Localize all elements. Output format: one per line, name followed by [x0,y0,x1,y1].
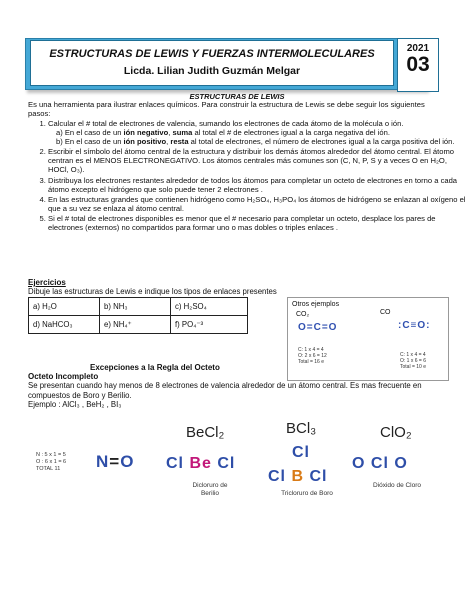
bcl3-lewis-structure: Cl B Cl [268,468,328,485]
step-5: 5. Si el # total de electrones disponibles es menor que el # necesario para completar un octeto, desplace los pares de electrones (externos) no compartidos para formar uno o mas dobles o triples enlaces . [48,214,468,232]
bcl3-top-chlorine: Cl [292,444,310,461]
co2-label: CO₂ [296,311,310,318]
step-1-text: Calcular el # total de electrones de valencia, sumando los electrones de cada átomo de la molécula o ión. [48,119,404,128]
bcl3-caption: Tricloruro de Boro [281,490,333,497]
document-number: 03 [406,53,430,76]
author-name: Licda. Lilian Judith Guzmán Melgar [123,65,301,77]
document-title: ESTRUCTURAS DE LEWIS Y FUERZAS INTERMOLECULARES [49,48,375,60]
becl2-formula: BeCl₂ [186,424,225,441]
no-electron-count: N : 5 x 1 = 5 O : 6 x 1 = 6 TOTAL 11 [36,452,67,472]
incomplete-octet-heading: Octeto Incompleto [28,372,99,381]
exercises-table [28,297,248,334]
becl2-caption: Dicloruro de Berilio [192,482,228,497]
exercise-cell: b) NH₃ [100,298,171,316]
intro-paragraph: Es una herramienta para ilustrar enlaces químicos. Para construir la estructura de Lewis se debe seguir los siguientes pasos: [28,100,425,118]
exercises-instructions: Dibuje las estructuras de Lewis e indique los tipos de enlaces presentes [28,287,277,296]
clo2-caption: Dióxido de Cloro [372,482,422,489]
exercises-heading: Ejercicios [28,278,66,287]
header-box [30,40,394,86]
step-3: 3. Distribuya los electrones restantes alrededor de todos los átomos para completar un octeto de electrones en torno a cada átomo excepto el hidrógeno que solo puede tener 2 electrones . [48,176,468,194]
co-electron-count: C: 1 x 4 = 4 O: 1 x 6 = 6 Total = 10 e [400,352,426,370]
other-examples-box [287,297,449,381]
co-label: CO [380,309,391,316]
exercise-cell: d) NaHCO₃ [29,316,100,334]
co2-lewis-structure: O=C=O [298,322,338,333]
year-label: 2021 [406,43,430,54]
clo2-formula: ClO₂ [380,424,412,441]
co2-electron-count: C: 1 x 4 = 4 O: 2 x 6 = 12 Total = 16 e [298,347,327,365]
section-title: ESTRUCTURAS DE LEWIS [189,92,285,101]
clo2-lewis-structure: O Cl O [352,455,408,472]
becl2-lewis-structure: Cl Be Cl [166,455,236,472]
exercise-cell: e) NH₄⁺ [100,316,171,334]
incomplete-octet-text: Se presentan cuando hay menos de 8 electrones de valencia alrededor de un átomo central. Es mas frecuente en compuestos de Boro y Berilio. Ejemplo : AlCl₃ , BeH₂ , BI₃ [28,381,422,409]
exercise-cell: c) H₂SO₄ [171,298,248,316]
step-2: 2. Escribir el símbolo del átomo central de la estructura y distribuir los demás átomos alrededor del átomo central. El átomo centran es el MENOS ELECTRONEGATIVO. Los átomos centrales más comunes son (C, N, P, S y a veces O en H₂O, HOCl, O₃). [48,147,468,174]
steps-list [28,119,468,233]
other-examples-title: Otros ejemplos [292,301,340,308]
exercise-cell: a) H₂O [29,298,100,316]
step-1 [48,119,468,146]
no-lewis-structure: N=O [96,452,135,471]
co-lewis-structure: :C≡O: [398,320,431,331]
exercise-cell: f) PO₄⁻³ [171,316,248,334]
exceptions-heading: Excepciones a la Regla del Octeto [90,363,220,372]
step-4: 4. En las estructuras grandes que contienen hidrógeno como H₂SO₄, H₃PO₄ los átomos de hidrógeno se enlazan al oxígeno el que a su vez se enlaza al átomo central. [48,195,468,213]
step-1a: a) En el caso de un ión negativo, suma al total el # de electrones igual a la carga negativa del ión. [56,128,390,138]
year-badge [397,38,439,92]
bcl3-formula: BCl₃ [286,420,317,437]
step-1b: b) En el caso de un ión positivo, resta al total de electrones, el número de electrones igual a la carga positiva del ión. [56,137,455,147]
